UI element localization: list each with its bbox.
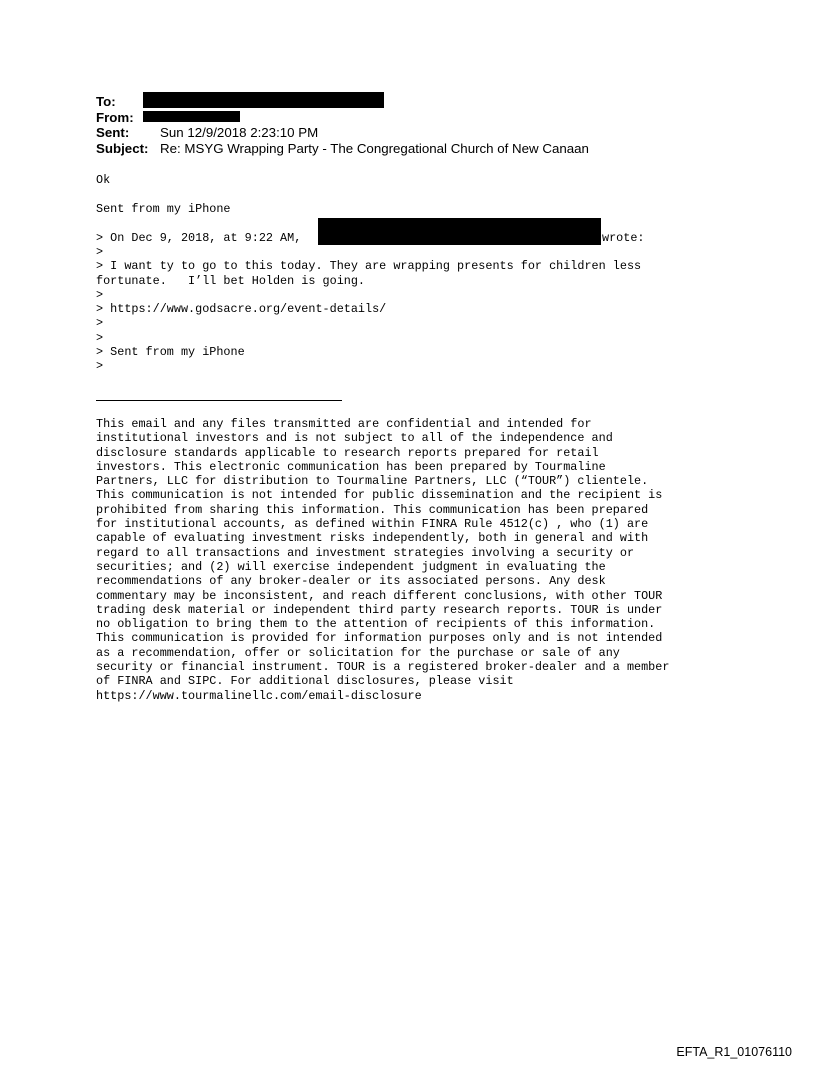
quote-line: > I want ty to go to this today. They are wrapping presents for children less (96, 259, 642, 274)
signature-text: Sent from my iPhone (96, 202, 231, 216)
quote-line: > (96, 330, 104, 345)
disclaimer-line: of FINRA and SIPC. For additional disclosures, please visit (96, 674, 514, 689)
disclaimer-line: This communication is provided for information purposes only and is not intended (96, 631, 663, 646)
disclaimer-line: recommendations of any broker-dealer or its associated persons. Any desk (96, 574, 606, 589)
quote-line: fortunate. I’ll bet Holden is going. (96, 273, 366, 288)
disclaimer-line: as a recommendation, offer or solicitation for the purchase or sale of any (96, 645, 620, 660)
disclaimer-line: capable of evaluating investment risks independently, both in general and with (96, 531, 649, 546)
to-label: To: (96, 94, 116, 109)
disclaimer-line: commentary may be inconsistent, and reach different conclusions, with other TOUR (96, 588, 663, 603)
subject-row (96, 141, 716, 157)
sent-value: Sun 12/9/2018 2:23:10 PM (160, 125, 319, 140)
signature-divider (96, 400, 342, 401)
redaction-sender (318, 218, 601, 245)
quote-line: > (96, 316, 104, 331)
quote-line: > (96, 359, 104, 374)
sent-row (96, 125, 716, 141)
subject-value: Re: MSYG Wrapping Party - The Congregational Church of New Canaan (160, 140, 589, 156)
disclaimer-line: for institutional accounts, as defined within FINRA Rule 4512(c) , who (1) are (96, 517, 649, 532)
disclaimer-line: securities; and (2) will exercise independent judgment in evaluating the (96, 559, 606, 574)
quote-intro: > On Dec 9, 2018, at 9:22 AM, (96, 231, 302, 245)
quoted-message (96, 245, 641, 374)
disclaimer-line: This email and any files transmitted are confidential and intended for (96, 417, 592, 431)
redaction-to (143, 92, 384, 108)
disclaimer (96, 417, 669, 703)
disclaimer-line: This communication is not intended for public dissemination and the recipient is (96, 488, 663, 503)
subject-label: Subject: (96, 140, 149, 156)
reply-text: Ok (96, 173, 111, 187)
redaction-from (143, 111, 240, 122)
disclaimer-line: trading desk material or independent third party research reports. TOUR is under (96, 602, 663, 617)
disclaimer-line: regard to all transactions and investment strategies involving a security or (96, 545, 635, 560)
sent-label: Sent: (96, 125, 130, 140)
quote-line: > (96, 245, 104, 259)
disclaimer-line: security or financial instrument. TOUR is a registered broker-dealer and a member (96, 660, 670, 675)
quote-line: > Sent from my iPhone (96, 345, 245, 360)
quote-line: > https://www.godsacre.org/event-details/ (96, 302, 387, 317)
from-label: From: (96, 109, 134, 125)
quote-wrote: wrote: (602, 231, 645, 245)
disclaimer-line: Partners, LLC for distribution to Tourmaline Partners, LLC (“TOUR”) clientele. (96, 474, 649, 489)
disclaimer-line: institutional investors and is not subject to all of the independence and (96, 431, 613, 446)
quote-line: > (96, 287, 104, 302)
document-id: EFTA_R1_01076110 (676, 1045, 792, 1059)
disclaimer-line: prohibited from sharing this information. This communication has been prepared (96, 502, 649, 517)
disclaimer-line: disclosure standards applicable to research reports prepared for retail (96, 445, 599, 460)
disclaimer-line: investors. This electronic communication has been prepared by Tourmaline (96, 459, 606, 474)
disclaimer-line: no obligation to bring them to the attention of recipients of this information. (96, 617, 656, 632)
disclaimer-line: https://www.tourmalinellc.com/email-disclosure (96, 688, 422, 703)
